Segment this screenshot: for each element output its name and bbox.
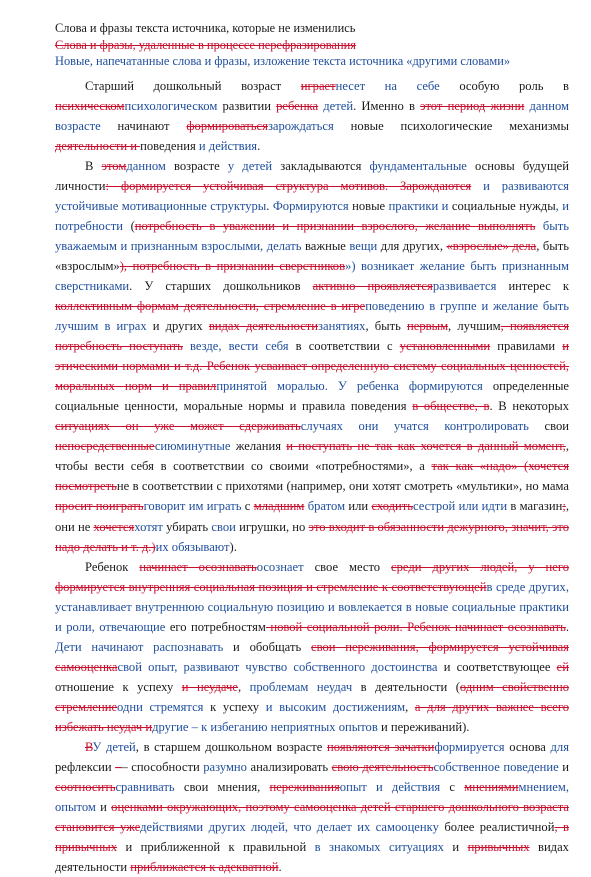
added-text: детей xyxy=(318,98,354,113)
unchanged-text: рефлексии xyxy=(55,760,116,775)
unchanged-text: развитии xyxy=(217,98,277,113)
deleted-text: среди других людей, у него формируется внутренняя социальная позиция и стремление к соответствующей xyxy=(55,559,569,594)
unchanged-text: и переживаний). xyxy=(377,720,470,734)
deleted-text: потребность в уважении и признании взрослого, желание выполнять xyxy=(134,218,536,233)
unchanged-text: начинают xyxy=(100,118,187,133)
added-text: свои xyxy=(211,519,236,534)
unchanged-text: не в соответствии с прихотями (например, они хотят смотреть «мультики», но мама xyxy=(116,479,569,494)
deleted-text: этом xyxy=(101,158,127,173)
added-text: собственное поведение xyxy=(433,760,559,775)
added-text: и действия xyxy=(198,138,258,153)
unchanged-text: , чтобы вести себя в соответствии со своими «потребностями», а xyxy=(55,439,569,474)
unchanged-text: и обобщать xyxy=(223,639,311,654)
added-text: сиюминутные xyxy=(154,439,231,454)
unchanged-text: , быть xyxy=(365,319,408,334)
unchanged-text: Старший дошкольный возраст xyxy=(85,78,301,93)
added-text: разумно xyxy=(203,760,247,775)
unchanged-text: в соответствии с xyxy=(288,339,400,354)
unchanged-text: в деятельности ( xyxy=(352,679,460,694)
deleted-text: мнениями xyxy=(464,780,519,795)
unchanged-text: ( xyxy=(123,218,135,233)
deleted-text: приближается к адекватной xyxy=(130,860,279,875)
added-text: везде, вести себя xyxy=(182,339,289,354)
unchanged-text: и соответствующее xyxy=(437,659,557,674)
unchanged-text: закладываются xyxy=(272,158,370,173)
unchanged-text: новые xyxy=(348,198,389,213)
unchanged-text: . Именно в xyxy=(353,98,421,113)
unchanged-text: к успеху xyxy=(203,699,266,714)
added-text: психологическом xyxy=(124,98,218,113)
added-text: сравнивать xyxy=(115,780,175,795)
unchanged-text: и xyxy=(95,800,112,815)
deleted-text: , в привычных xyxy=(55,820,569,855)
unchanged-text: , xyxy=(237,679,250,694)
deleted-text: и этическими нормами и т.д. Ребенок усваивает определенную систему социальных ценностей, моральных норм и правил xyxy=(55,339,569,394)
unchanged-text: с xyxy=(241,499,254,514)
unchanged-text: свои xyxy=(528,419,569,434)
deleted-text: начинает осознавать xyxy=(139,559,257,574)
unchanged-text: и других xyxy=(146,319,209,334)
legend-added: Новые, напечатанные слова и фразы, изложение текста источника «другими словами» xyxy=(55,54,511,68)
added-text: братом xyxy=(304,499,346,514)
unchanged-text: социальные нужды xyxy=(448,198,556,213)
added-text: несет на себе xyxy=(335,78,440,93)
unchanged-text: ). xyxy=(229,539,237,554)
deleted-text: это входит в обязанности дежурного, значит, это надо делать и т. д.) xyxy=(55,519,570,554)
added-text: для xyxy=(550,740,570,755)
deleted-text: новой социальной роли. Ребенок начинает осознавать xyxy=(265,619,566,634)
color-legend xyxy=(55,20,569,70)
unchanged-text: . xyxy=(565,619,570,634)
added-text: и развиваются устойчивые мотивационные структуры xyxy=(55,178,569,213)
added-text: вещи xyxy=(349,238,378,253)
paragraph-3 xyxy=(55,557,569,737)
added-text: проблемам неудач xyxy=(249,679,353,694)
legend-deleted: Слова и фразы, удаленные в процессе перефразирования xyxy=(55,37,356,52)
added-text: , и потребности xyxy=(55,198,569,233)
added-text: поведению в группе и желание быть лучшим в играх xyxy=(55,299,569,334)
unchanged-text: важные xyxy=(301,238,350,253)
unchanged-text: , они не xyxy=(55,499,569,534)
deleted-text: формироваться xyxy=(186,118,268,133)
unchanged-text: основа xyxy=(504,740,551,755)
deleted-text: соотносить xyxy=(55,780,116,795)
added-text: и высоким достижениям xyxy=(265,699,406,714)
added-text: действиями других людей, что делает их самооценку xyxy=(140,820,439,835)
deleted-text: просит поиграть xyxy=(55,499,144,514)
deleted-text: в обществе, в xyxy=(412,399,490,414)
unchanged-text: . xyxy=(266,198,273,213)
legend-unchanged: Слова и фразы текста источника, которые не изменились xyxy=(55,21,356,35)
deleted-text: первым xyxy=(407,319,449,334)
deleted-text: переживания xyxy=(269,780,340,795)
deleted-text: появляются зачатки xyxy=(327,740,435,755)
paragraph-4 xyxy=(55,737,569,877)
deleted-text: : формируется устойчивая структура мотивов. Зарождаются xyxy=(105,178,472,193)
deleted-text: так как «надо» (хочется посмотреть xyxy=(55,459,569,494)
deleted-text: «взрослые» дела xyxy=(446,238,537,253)
deleted-text: установленными xyxy=(399,339,491,354)
unchanged-text: с xyxy=(440,780,465,795)
unchanged-text: видах деятельности xyxy=(55,840,569,875)
deleted-text: – xyxy=(115,760,122,775)
deleted-text: видах деятельности xyxy=(208,319,319,334)
added-text: говорит им играть xyxy=(143,499,242,514)
unchanged-text: определенные социальные ценности, моральные нормы и правила поведения xyxy=(55,379,569,414)
added-text: данном xyxy=(126,158,166,173)
added-text: быть уважаемым и признанным взрослыми, делать xyxy=(55,218,569,253)
added-text: сестрой или идти xyxy=(413,499,508,514)
unchanged-text: , xyxy=(405,699,415,714)
deleted-text: активно проявляется xyxy=(312,278,433,293)
added-text: в знакомых ситуациях xyxy=(314,840,444,855)
unchanged-text: . xyxy=(278,860,282,875)
added-text: данном возрасте xyxy=(55,98,569,133)
added-text: формируется xyxy=(434,740,505,755)
added-text: развивается xyxy=(432,278,497,293)
added-text: мнением, опытом xyxy=(55,780,570,815)
deleted-text: привычных xyxy=(467,840,530,855)
unchanged-text: или xyxy=(345,499,372,514)
deleted-text: а для других важнее всего избежать неудач и xyxy=(55,699,569,734)
unchanged-text: . xyxy=(257,138,261,153)
paragraph-1 xyxy=(55,76,569,156)
deleted-text: одним свойственно стремление xyxy=(55,679,569,714)
unchanged-text: для других, xyxy=(377,238,447,253)
deleted-text: , появляется потребность поступать xyxy=(55,319,570,354)
added-text: случаях они учатся контролировать xyxy=(300,419,529,434)
unchanged-text: и приближенной к правильной xyxy=(117,840,315,855)
unchanged-text: , в старшем дошкольном возрасте xyxy=(135,740,328,755)
deleted-text: свою деятельность xyxy=(331,760,434,775)
unchanged-text: более реалистичной xyxy=(438,820,555,835)
added-text: свой опыт, развивают чувство собственного достоинства xyxy=(117,659,438,674)
unchanged-text: . У старших дошкольников xyxy=(129,278,313,293)
deleted-text: коллективным формам деятельности, стремление в игре xyxy=(55,299,366,314)
added-text: в среде других, устанавливает внутреннюю социальную позицию и вовлекается в новые социальные практики и роли, отвечающие xyxy=(55,579,569,634)
deleted-text: ей xyxy=(556,659,569,674)
unchanged-text: основы будущей личности xyxy=(55,158,569,193)
unchanged-text: в магазин xyxy=(507,499,563,514)
deleted-text: сходить xyxy=(371,499,414,514)
unchanged-text: анализировать xyxy=(246,760,332,775)
paragraph-2 xyxy=(55,156,569,557)
deleted-text: деятельности и xyxy=(55,138,141,153)
deleted-text: ), потребность в признании сверстников xyxy=(119,258,346,273)
added-text: ») возникает желание быть признанным сверстниками xyxy=(55,258,569,293)
added-text: фундаментальные xyxy=(369,158,467,173)
added-text: одни стремятся xyxy=(117,699,204,714)
deleted-text: ситуациях он уже может сдерживать xyxy=(55,419,301,434)
unchanged-text: свои мнения, xyxy=(174,780,270,795)
deleted-text: младшим xyxy=(253,499,305,514)
unchanged-text: Ребенок xyxy=(85,559,140,574)
unchanged-text: желания xyxy=(230,439,287,454)
unchanged-text: его потребностям xyxy=(165,619,266,634)
deleted-text: играет xyxy=(300,78,336,93)
added-text: практики и xyxy=(388,198,449,213)
added-text: осознает xyxy=(256,559,304,574)
unchanged-text: , лучшим xyxy=(448,319,501,334)
added-text: их обязывают xyxy=(155,539,230,554)
added-text: У детей xyxy=(92,740,136,755)
added-text: зарождаться xyxy=(267,118,334,133)
unchanged-text: – способности xyxy=(121,760,204,775)
added-text: принятой моралью. У ребенка формируются xyxy=(216,379,483,394)
unchanged-text: новые психологические механизмы xyxy=(333,118,569,133)
unchanged-text: свое место xyxy=(303,559,392,574)
deleted-text: и неудаче xyxy=(181,679,238,694)
unchanged-text: В xyxy=(85,158,102,173)
added-text: Дети начинают распознавать xyxy=(55,639,224,654)
deleted-text: оценками окружающих, поэтому самооценка детей старшего дошкольного возраста становится уже xyxy=(55,800,570,835)
unchanged-text: возрасте xyxy=(165,158,228,173)
unchanged-text: правилами xyxy=(490,339,563,354)
deleted-text: непосредственные xyxy=(55,439,155,454)
added-text: другие – к избеганию неприятных опытов xyxy=(152,720,378,734)
added-text: у детей xyxy=(227,158,273,173)
added-text: опыт и действия xyxy=(339,780,441,795)
unchanged-text: , быть «взрослым» xyxy=(55,238,569,273)
unchanged-text: игрушки, но xyxy=(235,519,309,534)
deleted-text: этот период жизни xyxy=(420,98,525,113)
deleted-text: ребенка xyxy=(276,98,319,113)
unchanged-text: . В некоторых xyxy=(489,399,569,414)
unchanged-text: поведения xyxy=(140,138,199,153)
unchanged-text: отношение к успеху xyxy=(55,679,182,694)
added-text: Формируются xyxy=(272,198,349,213)
deleted-text: свои переживания, формируется устойчивая самооценка xyxy=(55,639,569,674)
added-text: хотят xyxy=(134,519,163,534)
unchanged-text: убирать xyxy=(162,519,212,534)
deleted-text: ; xyxy=(562,499,566,514)
deleted-text: В xyxy=(85,740,93,755)
unchanged-text: и xyxy=(443,840,468,855)
unchanged-text: особую роль в xyxy=(439,78,569,93)
unchanged-text: интерес к xyxy=(496,278,569,293)
deleted-text: и поступать не так как хочется в данный момент, xyxy=(286,439,566,454)
deleted-text: психическом xyxy=(55,98,125,113)
added-text: занятиях xyxy=(318,319,366,334)
deleted-text: хочется xyxy=(93,519,135,534)
unchanged-text: и xyxy=(558,760,569,775)
